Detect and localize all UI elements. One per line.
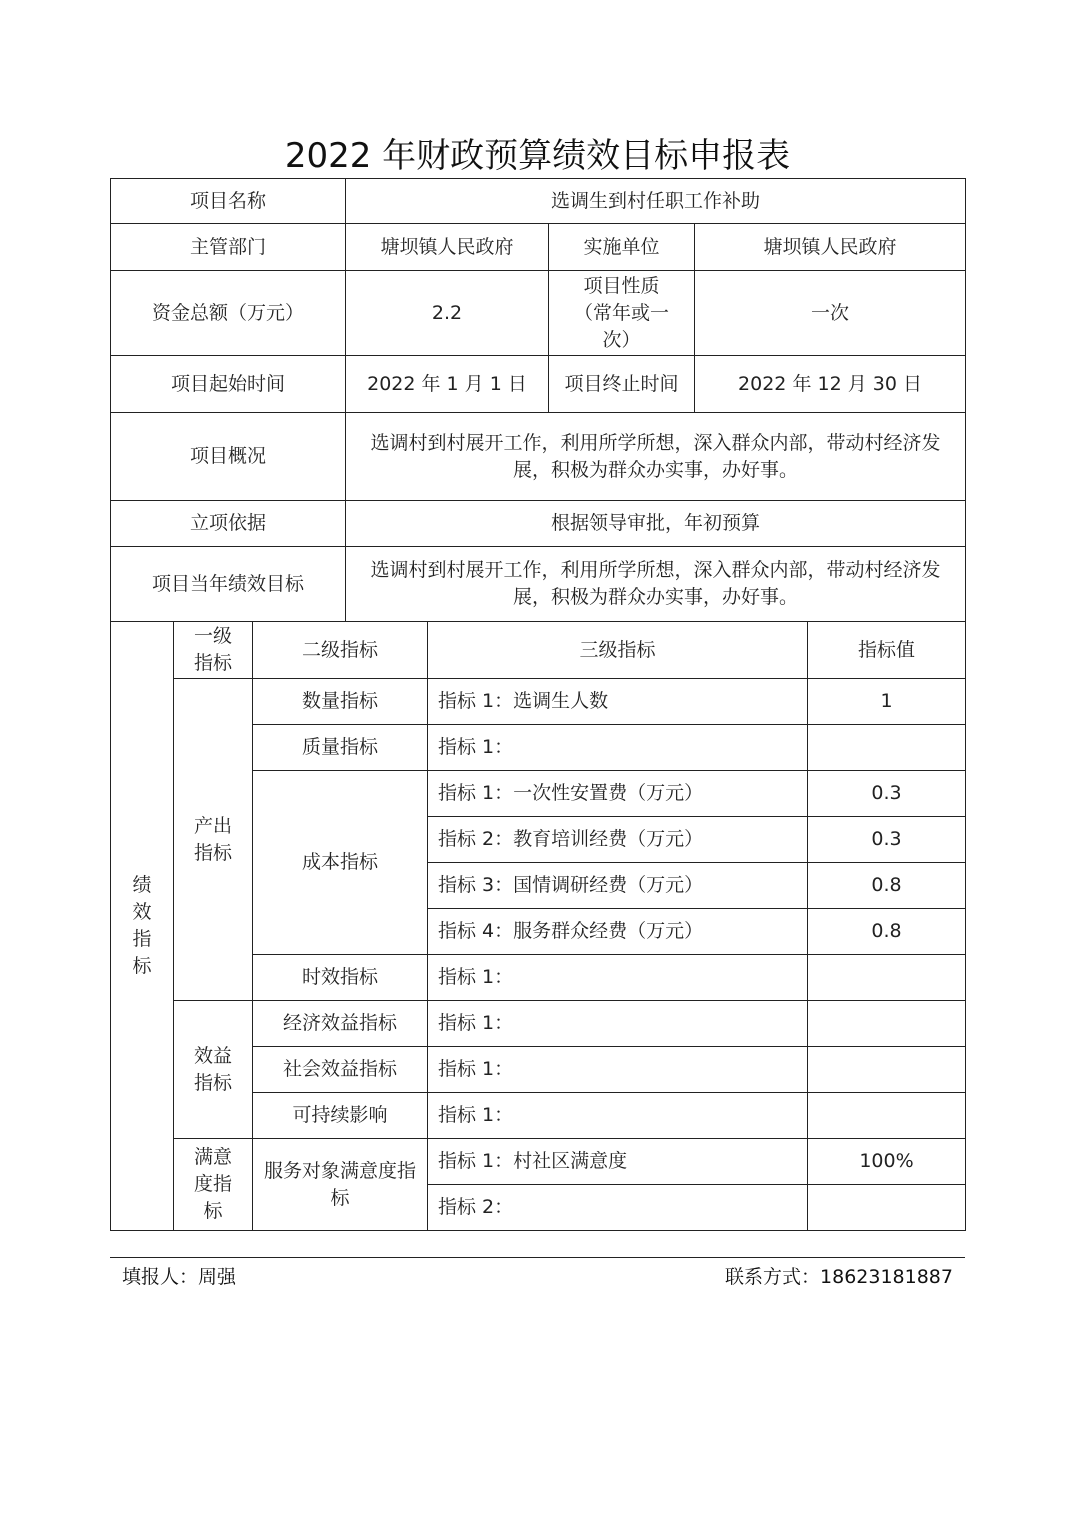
- contact-info: 联系方式：18623181887: [725, 1266, 953, 1288]
- project-name-value: 选调生到村任职工作补助: [346, 179, 966, 224]
- timeliness-indicator: 指标 1：: [428, 955, 808, 1001]
- budget-form-table: [110, 178, 966, 1231]
- basis-label: 立项依据: [111, 501, 346, 547]
- satisfaction-value-2: [808, 1185, 966, 1231]
- level3-header: 三级指标: [428, 622, 808, 679]
- social-indicator: 指标 1：: [428, 1047, 808, 1093]
- social-value: [808, 1047, 966, 1093]
- cost-value-3: 0.8: [808, 863, 966, 909]
- sustain-indicator: 指标 1：: [428, 1093, 808, 1139]
- overview-value: 选调村到村展开工作，利用所学所想，深入群众内部，带动村经济发展，积极为群众办实事，办好事。: [346, 413, 966, 501]
- cost-value-2: 0.3: [808, 817, 966, 863]
- timeliness-label: 时效指标: [253, 955, 428, 1001]
- level1-header: 一级指标: [174, 622, 253, 679]
- economic-indicator: 指标 1：: [428, 1001, 808, 1047]
- sustain-value: [808, 1093, 966, 1139]
- goal-label: 项目当年绩效目标: [111, 547, 346, 622]
- nature-value: 一次: [695, 271, 966, 356]
- timeliness-value: [808, 955, 966, 1001]
- cost-value-4: 0.8: [808, 909, 966, 955]
- quality-value: [808, 725, 966, 771]
- level2-header: 二级指标: [253, 622, 428, 679]
- quantity-value: 1: [808, 679, 966, 725]
- dept-label: 主管部门: [111, 224, 346, 271]
- funds-value: 2.2: [346, 271, 549, 356]
- output-indicators-label: 产出指标: [174, 679, 253, 1001]
- cost-indicator-2: 指标 2：教育培训经费（万元）: [428, 817, 808, 863]
- cost-indicator-3: 指标 3：国情调研经费（万元）: [428, 863, 808, 909]
- filler-name: 填报人：周强: [122, 1266, 237, 1288]
- overview-label: 项目概况: [111, 413, 346, 501]
- footer-divider: [110, 1257, 965, 1258]
- quantity-indicator: 指标 1：选调生人数: [428, 679, 808, 725]
- start-label: 项目起始时间: [111, 356, 346, 413]
- page-title: 2022 年财政预算绩效目标申报表: [284, 136, 791, 176]
- satisfaction-value-1: 100%: [808, 1139, 966, 1185]
- cost-indicator-4: 指标 4：服务群众经费（万元）: [428, 909, 808, 955]
- end-value: 2022 年 12 月 30 日: [695, 356, 966, 413]
- sustain-label: 可持续影响: [253, 1093, 428, 1139]
- satisfaction-indicator-2: 指标 2：: [428, 1185, 808, 1231]
- funds-label: 资金总额（万元）: [111, 271, 346, 356]
- cost-indicator-1: 指标 1：一次性安置费（万元）: [428, 771, 808, 817]
- cost-label: 成本指标: [253, 771, 428, 955]
- dept-value: 塘坝镇人民政府: [346, 224, 549, 271]
- start-value: 2022 年 1 月 1 日: [346, 356, 549, 413]
- economic-value: [808, 1001, 966, 1047]
- economic-label: 经济效益指标: [253, 1001, 428, 1047]
- goal-value: 选调村到村展开工作，利用所学所想，深入群众内部，带动村经济发展，积极为群众办实事，办好事。: [346, 547, 966, 622]
- quality-label: 质量指标: [253, 725, 428, 771]
- satisfaction-indicators-label: 满意度指标: [174, 1139, 253, 1231]
- benefit-indicators-label: 效益指标: [174, 1001, 253, 1139]
- social-label: 社会效益指标: [253, 1047, 428, 1093]
- unit-value: 塘坝镇人民政府: [695, 224, 966, 271]
- value-header: 指标值: [808, 622, 966, 679]
- quality-indicator: 指标 1：: [428, 725, 808, 771]
- satisfaction-indicator-1: 指标 1：村社区满意度: [428, 1139, 808, 1185]
- unit-label: 实施单位: [549, 224, 695, 271]
- basis-value: 根据领导审批，年初预算: [346, 501, 966, 547]
- performance-indicators-label: 绩效指标: [111, 622, 174, 1231]
- nature-label: 项目性质（常年或一次）: [549, 271, 695, 356]
- service-satisfaction-label: 服务对象满意度指标: [253, 1139, 428, 1231]
- quantity-label: 数量指标: [253, 679, 428, 725]
- cost-value-1: 0.3: [808, 771, 966, 817]
- project-name-label: 项目名称: [111, 179, 346, 224]
- end-label: 项目终止时间: [549, 356, 695, 413]
